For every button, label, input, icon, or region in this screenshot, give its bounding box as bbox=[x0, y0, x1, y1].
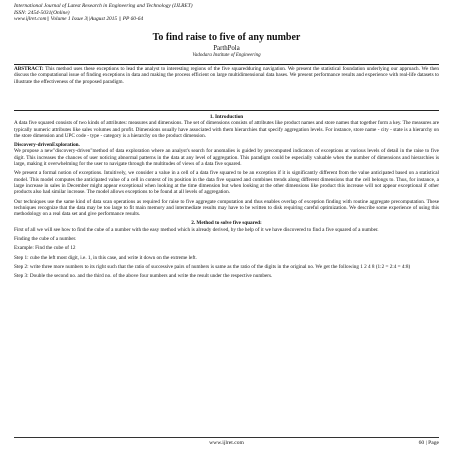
paper-author: ParthPola bbox=[213, 45, 240, 52]
footer-page-number: 60 | Page bbox=[418, 440, 439, 446]
abstract bbox=[14, 66, 439, 85]
abstract-top-rule bbox=[14, 64, 439, 65]
method-paragraph-4: Step 1: cube the left most digit, i.e. 1, in this case, and write it down on the extreme left. bbox=[14, 254, 197, 261]
method-paragraph-1: First of all we will see how to find the cube of a number with the easy method which is already derived, by the help of it we have discovered to find a five squared of a number. bbox=[14, 226, 379, 233]
method-heading: 2. Method to solve five squared: bbox=[191, 220, 262, 227]
paper-affiliation: Vadodara Institute of Engineering bbox=[192, 53, 261, 58]
footer-url[interactable]: www.ijlret.com bbox=[209, 440, 244, 446]
intro-heading: 1. Introduction bbox=[209, 114, 244, 120]
abstract-label: ABSTRACT: bbox=[14, 66, 44, 72]
footer-rule bbox=[14, 437, 439, 438]
journal-name: International Journal of Latest Research in Engineering and Technology (IJLRET) bbox=[14, 3, 193, 9]
discovery-paragraph-3: Our techniques use the same kind of data scan operations as required for raise to five aggregate computation and thus enables overlap of exception finding with routine aggregate precomputation. These techniques recognize that the data may be too large to fit main memory and intermediate results may have to be written to disk requiring careful optimization. We describe some experience of using this methodology on a real data set and give performance results. bbox=[14, 198, 439, 218]
method-paragraph-2: Finding the cube of a number. bbox=[14, 236, 77, 243]
method-paragraph-6: Step 3: Double the second no. and the third no. of the above four numbers and write the result under the respective numbers. bbox=[14, 273, 273, 280]
discovery-paragraph-2: We present a formal notion of exceptions. Intuitively, we consider a value in a cell of a data five squared to be an exception if it is significantly different from the value anticipated based on a statistical model. This model computes the anticipated value of a cell in context of its position in the data five squared and combines trends along different dimensions that the cell belongs to. Thus, for instance, a large increase in sales in December might appear exceptional when looking at the time dimension but when looking at the other dimensions like product this increase will not appear exceptional if other products also had similar increase. The model allows exceptions to be found at all levels of aggregation. bbox=[14, 170, 439, 196]
discovery-heading: Discovery-drivenExploration. bbox=[14, 142, 80, 149]
method-paragraph-5: Step 2: write three more numbers to its right such that the ratio of successive pairs of numbers is same as the ratio of the digits in the original no. We get the following 1 2 4 8 (1:2 = 2:4 = 4:8) bbox=[14, 263, 411, 270]
intro-paragraph: A data five squared consists of two kinds of attributes: measures and dimensions. The set of dimensions consists of attributes like product names and store names that together form a key. The measures are typically numeric attributes like sales volumes and profit. Dimensions usually have associated with them hierarchies that specify aggregation levels. For instance, store name - city - state is a hierarchy on the store dimension and UPC code - type - category is a hierarchy on the product dimension. bbox=[14, 120, 439, 139]
journal-issn: ISSN: 2454-5031(Online) bbox=[14, 9, 70, 16]
method-paragraph-3: Example: Find the cube of 12 bbox=[14, 245, 76, 252]
abstract-text: This method uses these exceptions to lead the analyst to interesting regions of the five squaredduring navigation. We present the statistical foundation underlying our approach. We then discuss the computational issue of finding exceptions in data and making the process efficient on large multidimensional data bases. We present performance results and experience with real-life datasets to illustrate the effectiveness of the proposed paradigm. bbox=[14, 66, 439, 85]
paper-body bbox=[14, 114, 439, 283]
journal-header bbox=[14, 3, 439, 23]
journal-volume: www.ijlret.com|| Volume 1 Issue 3||August 2015 || PP 60-64 bbox=[14, 16, 144, 23]
discovery-paragraph-1: We propose a new"discovery-driven"method of data exploration where an analyst's search for anomalies is guided by precomputed indicators of exceptions at various levels of detail in the raise to five digit. This increases the chances of user noticing abnormal patterns in the data at any level of aggregation. This paradigm could be especially valuable when the number of dimensions and hierarchies is large, making it overwhelming for the user to navigate through the multitudes of views of a data five squared. bbox=[14, 148, 439, 168]
paper-title: To find raise to five of any number bbox=[152, 32, 301, 43]
abstract-bottom-rule bbox=[14, 110, 439, 111]
